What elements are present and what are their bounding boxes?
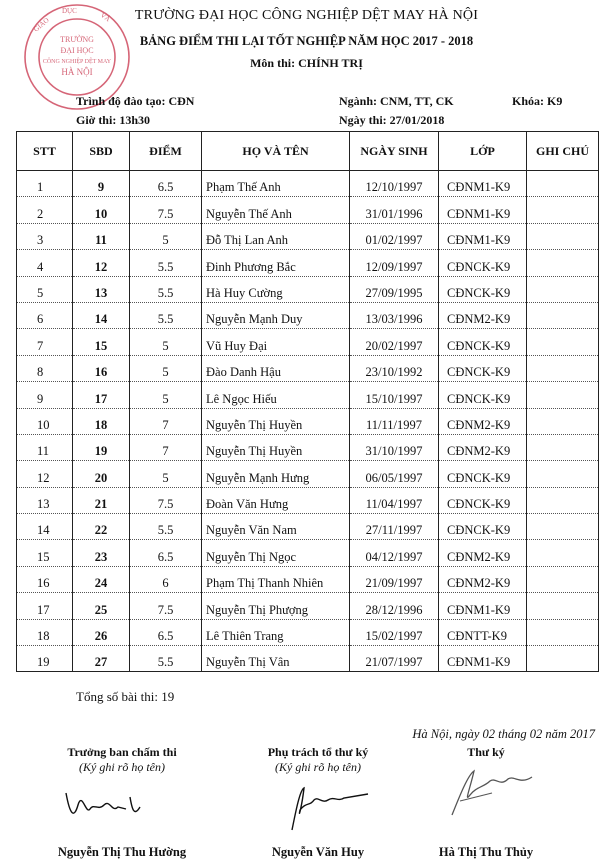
cell-class: CĐNM2-K9 xyxy=(439,566,527,592)
cell-sbd: 18 xyxy=(73,408,130,434)
cell-name: Nguyễn Thị Vân xyxy=(202,646,350,672)
cell-name: Lê Ngọc Hiếu xyxy=(202,382,350,408)
signer-name-3: Hà Thị Thu Thủy xyxy=(438,845,534,859)
cell-stt: 2 xyxy=(17,197,73,223)
header-stt: STT xyxy=(17,132,73,171)
cell-class: CĐNM2-K9 xyxy=(439,408,527,434)
header-diem: ĐIỂM xyxy=(130,132,202,171)
table-row xyxy=(17,329,599,355)
cell-note xyxy=(527,223,599,249)
table-row xyxy=(17,593,599,619)
cell-stt: 12 xyxy=(17,461,73,487)
cell-note xyxy=(527,276,599,302)
svg-text:TRƯỜNG: TRƯỜNG xyxy=(60,35,94,44)
cell-dob: 11/04/1997 xyxy=(350,487,439,513)
cell-name: Lê Thiên Trang xyxy=(202,619,350,645)
cell-class: CĐNCK-K9 xyxy=(439,250,527,276)
cell-score: 5.5 xyxy=(130,514,202,540)
header-sbd: SBD xyxy=(73,132,130,171)
training-level: Trình độ đào tạo: CĐN xyxy=(76,94,195,108)
cell-score: 5 xyxy=(130,461,202,487)
cell-sbd: 16 xyxy=(73,355,130,381)
cell-class: CĐNTT-K9 xyxy=(439,619,527,645)
cell-name: Phạm Thị Thanh Nhiên xyxy=(202,566,350,592)
document-title: BẢNG ĐIỂM THI LẠI TỐT NGHIỆP NĂM HỌC 2017 - 2018 xyxy=(139,34,474,48)
cell-name: Đào Danh Hậu xyxy=(202,355,350,381)
cell-stt: 17 xyxy=(17,593,73,619)
cell-stt: 14 xyxy=(17,514,73,540)
cell-sbd: 11 xyxy=(73,223,130,249)
cell-score: 5 xyxy=(130,382,202,408)
signature-3 xyxy=(440,765,540,825)
cell-score: 5 xyxy=(130,355,202,381)
cell-sbd: 13 xyxy=(73,276,130,302)
cell-note xyxy=(527,540,599,566)
cell-stt: 8 xyxy=(17,355,73,381)
cell-dob: 06/05/1997 xyxy=(350,461,439,487)
cell-dob: 21/09/1997 xyxy=(350,566,439,592)
cell-note xyxy=(527,461,599,487)
exam-date: Ngày thi: 27/01/2018 xyxy=(339,113,445,127)
cell-note xyxy=(527,514,599,540)
cell-note xyxy=(527,593,599,619)
table-row xyxy=(17,355,599,381)
cell-dob: 11/11/1997 xyxy=(350,408,439,434)
cell-dob: 12/09/1997 xyxy=(350,250,439,276)
cell-score: 6 xyxy=(130,566,202,592)
table-row xyxy=(17,408,599,434)
cell-sbd: 10 xyxy=(73,197,130,223)
course: Khóa: K9 xyxy=(512,94,563,108)
cell-sbd: 14 xyxy=(73,302,130,328)
cell-class: CĐNM1-K9 xyxy=(439,223,527,249)
cell-stt: 3 xyxy=(17,223,73,249)
signer-name-2: Nguyễn Văn Huy xyxy=(271,845,365,859)
cell-score: 5.5 xyxy=(130,302,202,328)
cell-dob: 31/10/1997 xyxy=(350,434,439,460)
cell-score: 5.5 xyxy=(130,646,202,672)
cell-score: 7 xyxy=(130,434,202,460)
cell-score: 6.5 xyxy=(130,171,202,197)
cell-score: 7.5 xyxy=(130,197,202,223)
cell-class: CĐNM2-K9 xyxy=(439,302,527,328)
cell-name: Đỗ Thị Lan Anh xyxy=(202,223,350,249)
cell-sbd: 12 xyxy=(73,250,130,276)
cell-name: Nguyễn Thị Phượng xyxy=(202,593,350,619)
cell-dob: 27/09/1995 xyxy=(350,276,439,302)
header-name: HỌ VÀ TÊN xyxy=(202,132,350,171)
table-header-row xyxy=(17,132,599,171)
cell-dob: 12/10/1997 xyxy=(350,171,439,197)
signer-role: Phụ trách tổ thư ký xyxy=(267,745,369,759)
cell-note xyxy=(527,487,599,513)
table-row xyxy=(17,171,599,197)
table-row xyxy=(17,619,599,645)
cell-sbd: 17 xyxy=(73,382,130,408)
header-dob: NGÀY SINH xyxy=(350,132,439,171)
cell-class: CĐNCK-K9 xyxy=(439,461,527,487)
cell-sbd: 21 xyxy=(73,487,130,513)
table-row xyxy=(17,197,599,223)
table-row xyxy=(17,461,599,487)
cell-score: 5 xyxy=(130,223,202,249)
cell-dob: 31/01/1996 xyxy=(350,197,439,223)
cell-dob: 20/02/1997 xyxy=(350,329,439,355)
cell-stt: 5 xyxy=(17,276,73,302)
table-row xyxy=(17,382,599,408)
cell-sbd: 25 xyxy=(73,593,130,619)
cell-name: Hà Huy Cường xyxy=(202,276,350,302)
table-row xyxy=(17,434,599,460)
svg-text:ĐẠI HỌC: ĐẠI HỌC xyxy=(60,46,94,55)
svg-text:HÀ NỘI: HÀ NỘI xyxy=(61,67,93,77)
cell-dob: 28/12/1996 xyxy=(350,593,439,619)
cell-score: 5.5 xyxy=(130,276,202,302)
signer-role: Trưởng ban chấm thi xyxy=(67,745,177,759)
svg-text:DỤC: DỤC xyxy=(62,7,77,15)
cell-class: CĐNM2-K9 xyxy=(439,434,527,460)
table-row xyxy=(17,250,599,276)
table-row xyxy=(17,540,599,566)
cell-class: CĐNCK-K9 xyxy=(439,329,527,355)
cell-sbd: 22 xyxy=(73,514,130,540)
table-row xyxy=(17,514,599,540)
cell-note xyxy=(527,408,599,434)
signature-2 xyxy=(278,780,378,840)
cell-class: CĐNCK-K9 xyxy=(439,514,527,540)
table-row xyxy=(17,566,599,592)
cell-score: 7 xyxy=(130,408,202,434)
signature-1 xyxy=(60,785,150,825)
cell-note xyxy=(527,171,599,197)
cell-score: 5 xyxy=(130,329,202,355)
cell-score: 6.5 xyxy=(130,619,202,645)
table-row xyxy=(17,223,599,249)
cell-class: CĐNCK-K9 xyxy=(439,276,527,302)
header-class: LỚP xyxy=(439,132,527,171)
cell-score: 5.5 xyxy=(130,250,202,276)
cell-name: Nguyễn Thị Huyền xyxy=(202,408,350,434)
signer-hint: (Ký ghi rõ họ tên) xyxy=(275,760,361,774)
svg-text:VÀ: VÀ xyxy=(98,11,112,24)
header-note: GHI CHÚ xyxy=(527,132,599,171)
svg-text:GIÁO: GIÁO xyxy=(32,16,51,34)
cell-class: CĐNM1-K9 xyxy=(439,197,527,223)
cell-class: CĐNCK-K9 xyxy=(439,355,527,381)
cell-sbd: 19 xyxy=(73,434,130,460)
cell-note xyxy=(527,197,599,223)
cell-name: Đoàn Văn Hưng xyxy=(202,487,350,513)
signer-block-1 xyxy=(22,745,222,775)
exam-subject: Môn thi: CHÍNH TRỊ xyxy=(250,56,363,70)
cell-dob: 21/07/1997 xyxy=(350,646,439,672)
cell-dob: 13/03/1996 xyxy=(350,302,439,328)
cell-sbd: 26 xyxy=(73,619,130,645)
cell-sbd: 24 xyxy=(73,566,130,592)
cell-stt: 16 xyxy=(17,566,73,592)
cell-name: Phạm Thế Anh xyxy=(202,171,350,197)
cell-dob: 15/10/1997 xyxy=(350,382,439,408)
cell-note xyxy=(527,434,599,460)
cell-score: 7.5 xyxy=(130,487,202,513)
cell-score: 6.5 xyxy=(130,540,202,566)
major: Ngành: CNM, TT, CK xyxy=(339,94,454,108)
cell-note xyxy=(527,302,599,328)
cell-score: 7.5 xyxy=(130,593,202,619)
cell-name: Nguyễn Thế Anh xyxy=(202,197,350,223)
cell-stt: 9 xyxy=(17,382,73,408)
cell-dob: 23/10/1992 xyxy=(350,355,439,381)
cell-note xyxy=(527,619,599,645)
cell-name: Nguyễn Mạnh Hưng xyxy=(202,461,350,487)
cell-stt: 6 xyxy=(17,302,73,328)
grades-table xyxy=(16,131,599,672)
cell-stt: 7 xyxy=(17,329,73,355)
cell-stt: 13 xyxy=(17,487,73,513)
cell-class: CĐNCK-K9 xyxy=(439,382,527,408)
cell-stt: 19 xyxy=(17,646,73,672)
table-row xyxy=(17,276,599,302)
cell-sbd: 9 xyxy=(73,171,130,197)
cell-stt: 10 xyxy=(17,408,73,434)
signer-role: Thư ký xyxy=(467,745,505,759)
cell-stt: 15 xyxy=(17,540,73,566)
cell-class: CĐNM1-K9 xyxy=(439,646,527,672)
cell-sbd: 27 xyxy=(73,646,130,672)
cell-dob: 01/02/1997 xyxy=(350,223,439,249)
cell-stt: 11 xyxy=(17,434,73,460)
cell-name: Nguyễn Văn Nam xyxy=(202,514,350,540)
exam-time: Giờ thi: 13h30 xyxy=(76,113,150,127)
cell-name: Đinh Phương Bắc xyxy=(202,250,350,276)
cell-class: CĐNM1-K9 xyxy=(439,171,527,197)
cell-note xyxy=(527,355,599,381)
cell-name: Nguyễn Thị Huyền xyxy=(202,434,350,460)
table-row xyxy=(17,646,599,672)
school-name: TRƯỜNG ĐẠI HỌC CÔNG NGHIỆP DỆT MAY HÀ NỘI xyxy=(134,8,479,23)
cell-name: Nguyễn Mạnh Duy xyxy=(202,302,350,328)
cell-note xyxy=(527,566,599,592)
cell-class: CĐNM1-K9 xyxy=(439,593,527,619)
total-exams: Tổng số bài thi: 19 xyxy=(76,689,175,704)
signer-block-3 xyxy=(386,745,586,760)
cell-dob: 15/02/1997 xyxy=(350,619,439,645)
cell-note xyxy=(527,250,599,276)
signer-hint: (Ký ghi rõ họ tên) xyxy=(79,760,165,774)
cell-sbd: 15 xyxy=(73,329,130,355)
cell-sbd: 23 xyxy=(73,540,130,566)
table-row xyxy=(17,487,599,513)
cell-class: CĐNCK-K9 xyxy=(439,487,527,513)
cell-note xyxy=(527,329,599,355)
cell-class: CĐNM2-K9 xyxy=(439,540,527,566)
cell-dob: 04/12/1997 xyxy=(350,540,439,566)
signer-name-1: Nguyễn Thị Thu Hường xyxy=(57,845,187,859)
cell-dob: 27/11/1997 xyxy=(350,514,439,540)
cell-name: Vũ Huy Đại xyxy=(202,329,350,355)
table-row xyxy=(17,302,599,328)
svg-text:CÔNG NGHIỆP DỆT MAY: CÔNG NGHIỆP DỆT MAY xyxy=(42,59,112,65)
cell-stt: 1 xyxy=(17,171,73,197)
cell-name: Nguyễn Thị Ngọc xyxy=(202,540,350,566)
cell-note xyxy=(527,646,599,672)
place-date: Hà Nội, ngày 02 tháng 02 năm 2017 xyxy=(412,727,595,741)
cell-stt: 18 xyxy=(17,619,73,645)
cell-sbd: 20 xyxy=(73,461,130,487)
cell-note xyxy=(527,382,599,408)
cell-stt: 4 xyxy=(17,250,73,276)
